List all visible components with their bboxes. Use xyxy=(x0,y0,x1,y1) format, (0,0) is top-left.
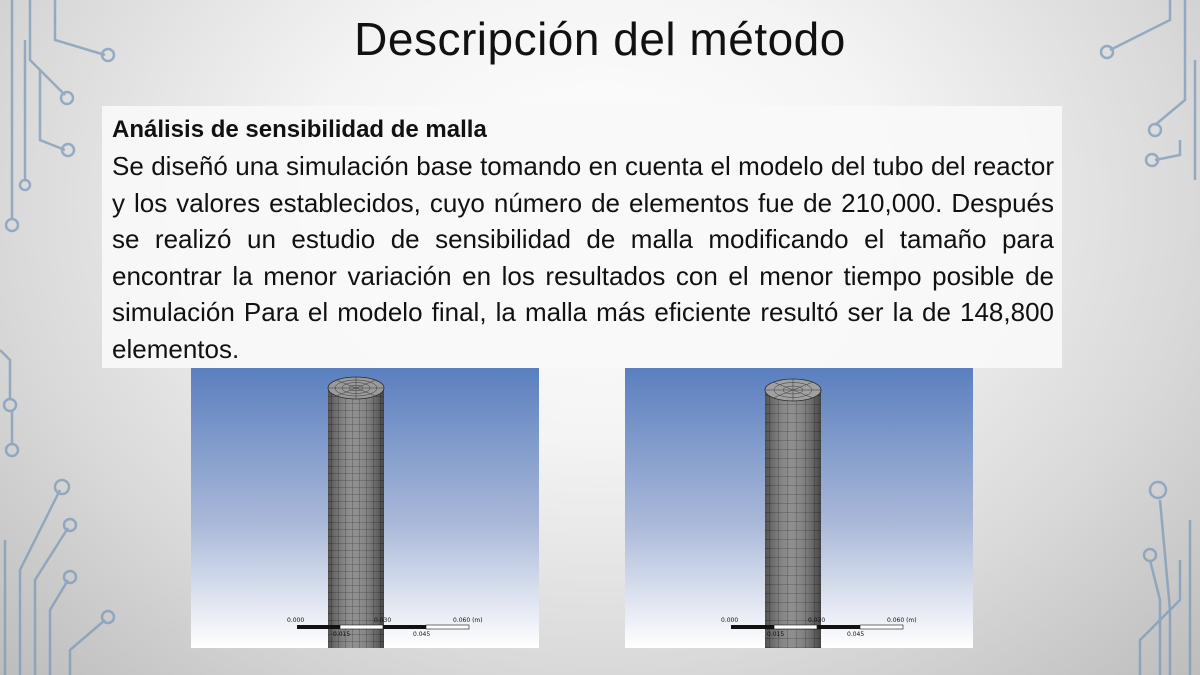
scale-label-start: 0.000 xyxy=(721,617,739,624)
body-paragraph: Se diseñó una simulación base tomando en cuenta el modelo del tubo del reactor y los valores establecidos, cuyo número de elementos fue de 210,000. Después se realizó un estudio de sensibilidad de malla modificando el tamaño para encontrar la menor variación en los resultados con el menor tiempo posible de simulación Para el modelo final, la malla más eficiente resultó ser la de 148,800 elementos. xyxy=(112,151,1054,364)
scale-label-mid: 0.030 xyxy=(374,617,392,624)
scale-label-end: 0.060 (m) xyxy=(453,617,483,624)
scale-label-three-quarter: 0.045 xyxy=(847,631,865,638)
scale-label-mid: 0.030 xyxy=(808,617,826,624)
mesh-image-fine xyxy=(191,368,539,648)
mesh-render-fine xyxy=(191,368,539,648)
slide-title: Descripción del método xyxy=(354,13,846,65)
section-heading: Análisis de sensibilidad de malla xyxy=(112,116,487,143)
scale-bar xyxy=(287,617,483,638)
mesh-image-coarse xyxy=(625,368,973,648)
mesh-render-coarse xyxy=(625,368,973,648)
scale-label-start: 0.000 xyxy=(287,617,305,624)
circuit-decoration-right xyxy=(1070,0,1200,675)
scale-label-three-quarter: 0.045 xyxy=(413,631,431,638)
scale-label-quarter: 0.015 xyxy=(767,631,785,638)
content-textbox xyxy=(102,106,1062,368)
scale-label-quarter: 0.015 xyxy=(333,631,351,638)
scale-label-end: 0.060 (m) xyxy=(887,617,917,624)
